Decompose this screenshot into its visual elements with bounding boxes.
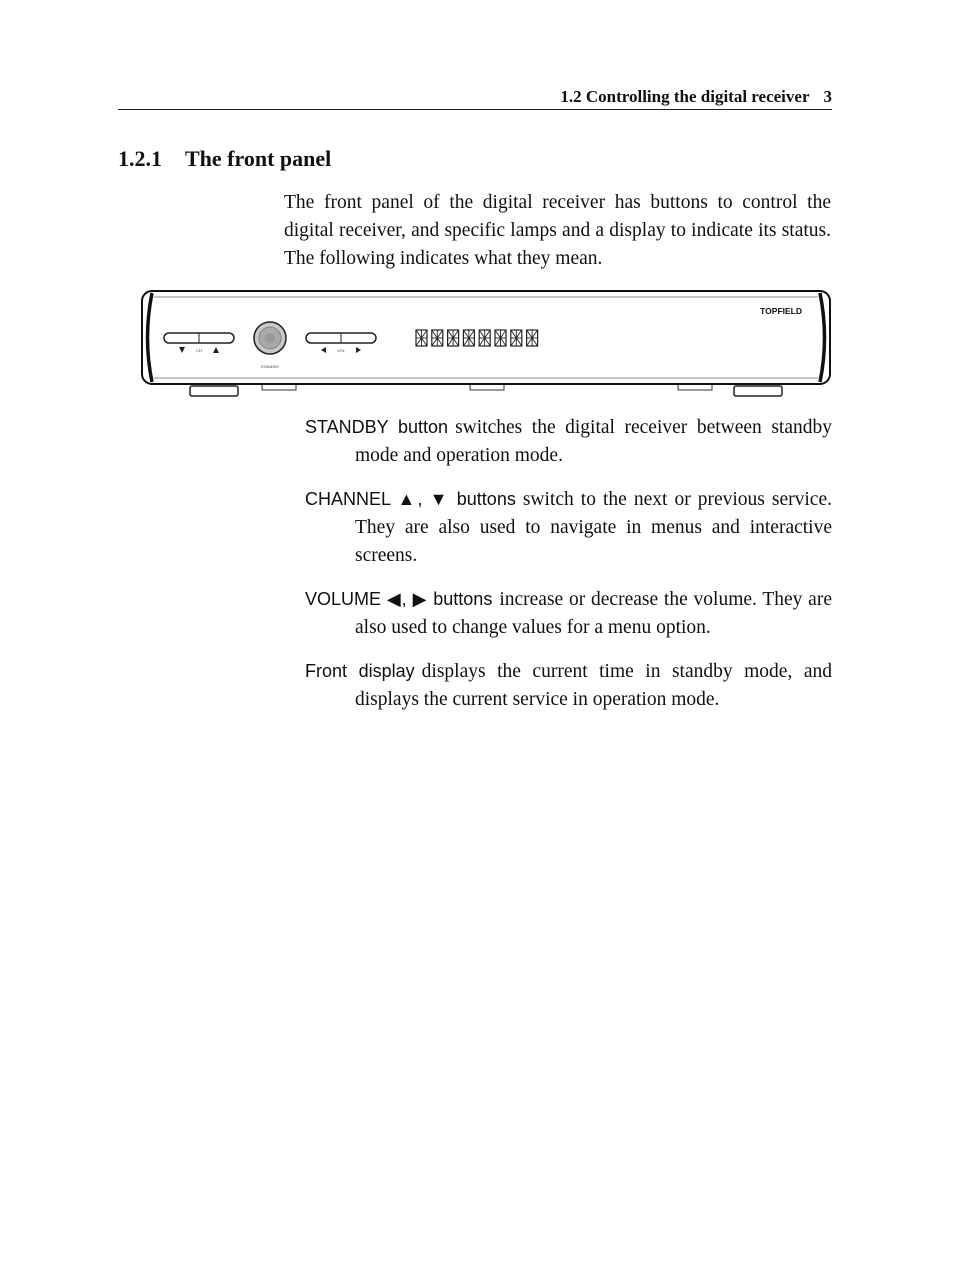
volume-label: VOL: [336, 348, 346, 353]
display-digit: [416, 330, 427, 346]
display-digit: [463, 330, 474, 346]
display-digit: [495, 330, 506, 346]
description-standby: [305, 413, 832, 470]
page-number: 3: [823, 87, 832, 106]
description-term: CHANNEL ▲, ▼ buttons: [305, 489, 516, 509]
brand-logo: TOPFIELD: [760, 306, 802, 316]
section-number: 1.2.1: [118, 146, 162, 171]
description-volume: [305, 585, 832, 642]
display-digit: [432, 330, 443, 346]
intro-paragraph: The front panel of the digital receiver has buttons to control the digital receiver, and specific lamps and a display to indicate its status. The following indicates what they mean.: [284, 192, 831, 269]
receiver-body: [142, 291, 830, 384]
section-title: The front panel: [185, 146, 332, 171]
section-heading: [118, 144, 331, 174]
display-digit: [527, 330, 538, 346]
description-text: switch to the next or previous service. They are also used to navigate in menus and interactive screens.: [355, 489, 832, 566]
running-header-text: [560, 87, 832, 107]
front-panel-illustration: [140, 288, 832, 400]
description-text: displays the current time in standby mode, and displays the current service in operation mode.: [355, 661, 832, 710]
front-foot-left: [190, 386, 238, 396]
description-text: increase or decrease the volume. They are also used to change values for a menu option.: [355, 589, 832, 638]
display-digit: [448, 330, 459, 346]
display-digit: [479, 330, 490, 346]
front-panel-drawing: [140, 288, 832, 400]
front-foot-right: [734, 386, 782, 396]
description-front-display: [305, 657, 832, 714]
description-term: VOLUME ◀, ▶ buttons: [305, 589, 493, 609]
description-list: [305, 413, 832, 729]
running-header: [118, 87, 832, 110]
display-digit: [511, 330, 522, 346]
description-text: switches the digital receiver between standby mode and operation mode.: [355, 417, 832, 466]
channel-label: CH: [196, 348, 202, 353]
description-channel: [305, 485, 832, 570]
running-header-title: 1.2 Controlling the digital receiver: [560, 87, 810, 106]
description-term: STANDBY button: [305, 417, 449, 437]
description-term: Front display: [305, 661, 415, 681]
standby-label: STANDBY: [260, 364, 280, 369]
